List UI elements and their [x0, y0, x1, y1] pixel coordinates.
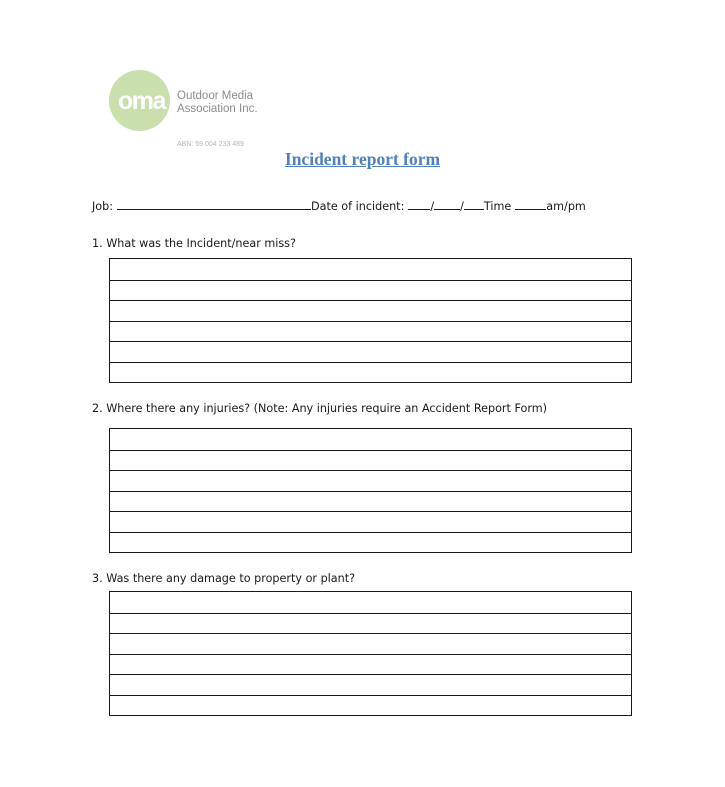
- job-line: [92, 198, 586, 213]
- ampm-label: am/pm: [546, 200, 586, 213]
- answer-line[interactable]: [110, 259, 631, 280]
- answer-line[interactable]: [110, 321, 631, 342]
- answer-line[interactable]: [110, 280, 631, 301]
- answer-line[interactable]: [110, 633, 631, 654]
- answer-box-2: [109, 428, 632, 553]
- answer-line[interactable]: [110, 532, 631, 553]
- job-label: Job:: [92, 200, 114, 213]
- answer-line[interactable]: [110, 695, 631, 716]
- time-label: Time: [483, 200, 512, 213]
- answer-line[interactable]: [110, 362, 631, 383]
- answer-line[interactable]: [110, 592, 631, 613]
- answer-line[interactable]: [110, 341, 631, 362]
- page-title: Incident report form: [284, 149, 441, 169]
- answer-line[interactable]: [110, 300, 631, 321]
- answer-box-3: [109, 591, 632, 716]
- date-separator: /: [430, 200, 435, 213]
- answer-line[interactable]: [110, 429, 631, 450]
- answer-line[interactable]: [110, 491, 631, 512]
- question-3: 3. Was there any damage to property or plant?: [92, 572, 356, 585]
- logo-name: [177, 90, 258, 116]
- answer-line[interactable]: [110, 613, 631, 634]
- answer-line[interactable]: [110, 470, 631, 491]
- date-month-field[interactable]: [434, 198, 460, 210]
- logo-name-line2: Association Inc.: [177, 103, 258, 115]
- job-field[interactable]: [117, 198, 311, 210]
- answer-line[interactable]: [110, 654, 631, 675]
- abn-number: ABN: 59 004 233 489: [177, 141, 244, 148]
- date-day-field[interactable]: [408, 198, 430, 210]
- date-year-field[interactable]: [464, 198, 484, 210]
- question-1: 1. What was the Incident/near miss?: [92, 237, 296, 250]
- question-2: 2. Where there any injuries? (Note: Any injuries require an Accident Report Form): [92, 402, 548, 415]
- answer-box-1: [109, 258, 632, 383]
- logo: [109, 70, 269, 132]
- answer-line[interactable]: [110, 674, 631, 695]
- answer-line[interactable]: [110, 511, 631, 532]
- logo-mark: oma: [118, 87, 165, 115]
- answer-line[interactable]: [110, 450, 631, 471]
- time-field[interactable]: [515, 198, 546, 210]
- date-label: Date of incident:: [311, 200, 405, 213]
- logo-name-line1: Outdoor Media: [177, 90, 254, 102]
- date-separator: /: [460, 200, 464, 213]
